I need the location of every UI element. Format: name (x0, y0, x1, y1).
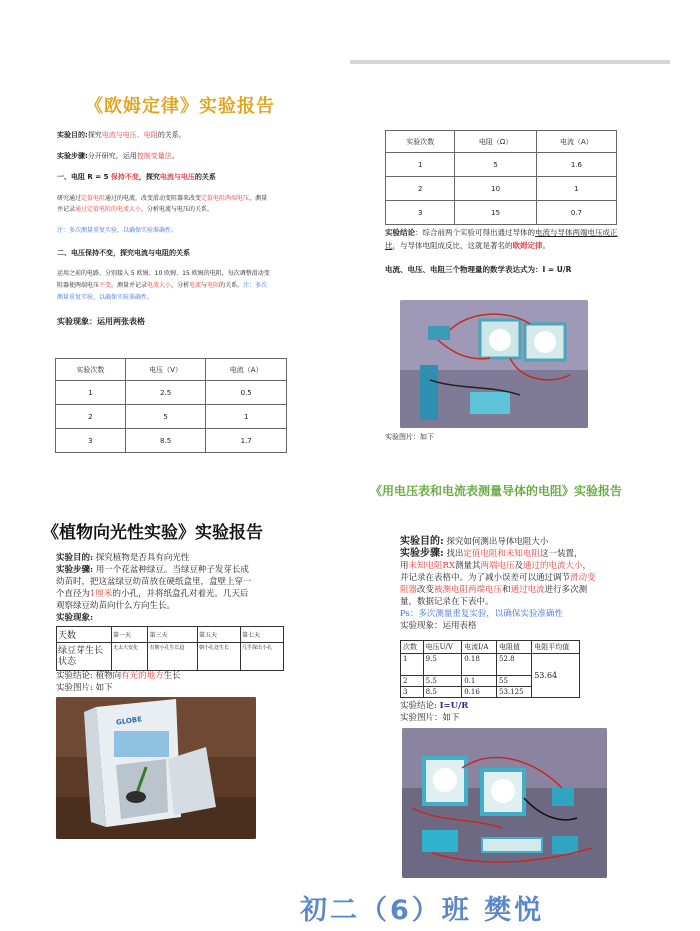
table-header: 电流（A） (536, 131, 616, 153)
table-header: 实验次数 (56, 359, 126, 381)
ohm-report-title: 《欧姆定律》实验报告 (85, 96, 275, 117)
table-row: 3 15 0.7 (386, 201, 617, 225)
plant-experiment-photo (56, 697, 256, 839)
ohm-table-resistance-current (385, 130, 617, 225)
box-print-text: GLOBE (115, 715, 143, 727)
table-header: 电阻值 (497, 641, 532, 654)
table-row: 2 10 1 (386, 177, 617, 201)
ohm-experiment-photo (400, 300, 588, 428)
student-signature: 初二（6）班 樊悦 (300, 895, 545, 926)
ohm-conclusion: 实验结论：综合前两个实验可得出通过导体的电流与导体两端电压成正比，与导体电阻成反比，这就是著名的欧姆定律。 (385, 228, 618, 250)
table-row: 3 8.5 0.16 53.125 (401, 687, 580, 698)
plant-report-body: 实验目的: 探究植物是否具有向光性 实验步骤: 用一个花盆种绿豆。当绿豆种子发芽长成 幼苗时，把这盆绿豆幼苗放在硬纸盒里，盒壁上穿一 个直径为1厘米的小孔，并将纸盒孔对着光。几天后 观察绿豆幼苗向什么方向生长。 实验现象: (56, 553, 252, 623)
resistance-report-body: 实验目的: 探究如何测出导体电阻大小 实验步骤: 找出定值电阻和未知电阻这一装置， 用未知电阻RX测量其两端电压及通过的电流大小， 并记录在表格中。为了减小误差可以通过调节滑动变 阻器改变被测电阻两端电压和通过电流进行多次测 量，数据记录在下表中。 Ps：多次测量重复实验，以确保实验准确性 实验现象：运用表格 (400, 536, 596, 631)
resistance-experiment-photo (402, 728, 607, 878)
table-header: 电流（A） (206, 359, 287, 381)
resistance-table (400, 640, 580, 698)
resistance-report-title: 《用电压表和电流表测量导体的电阻》实验报告 (370, 484, 623, 498)
table-row: 绿豆芽生长状态 无太大变化 有朝小孔生长趋 朝小孔处生长 几乎探出小孔 (57, 643, 284, 671)
table-header: 实验次数 (386, 131, 455, 153)
table-row: 2 5.5 0.1 55 (401, 676, 580, 687)
resistance-conclusion: 实验结论: I=U/R 实验图片：如下 (400, 701, 469, 723)
ohm-report-body: 实验目的:探究电流与电压、电阻的关系。 实验步骤:分开研究，运用控制变量法。 一、电阻 R = 5 保持不变，探究电流与电压的关系 研究通过定值电阻通过的电流，改变滑动变阻器来改变定值电阻两端电压，测量 并记录通过定值电阻的电流大小，分析电流与电压的关系。 注：多次测量重复实验，以确保实验准确性。 二、电压保持不变，探究电流与电阻的关系 运用之前的电路，分别接入 5 欧姆、10 欧姆、15 欧姆的电阻，每次调整滑动变 阻器使两端电压不变。测量并记录电流大小，分析电流与电阻的关系。注：多次 测量重复实验，以确保实验准确性。 实验现象：运用两张表格 (57, 131, 270, 326)
plant-growth-table (56, 626, 284, 671)
table-row: 1 2.5 0.5 (56, 381, 287, 405)
table-header: 次数 (401, 641, 424, 654)
table-header: 电压（V） (125, 359, 206, 381)
table-header: 电阻（Ω） (455, 131, 536, 153)
table-header: 电阻平均值 (532, 641, 580, 654)
ohm-photo-label: 实验图片：如下 (385, 433, 434, 441)
table-header: 电压U/V (423, 641, 462, 654)
ohm-table-voltage-current (55, 358, 287, 453)
top-divider (350, 60, 670, 64)
table-row: 3 8.5 1.7 (56, 429, 287, 453)
table-row: 1 9.5 0.18 52.8 53.64 (401, 654, 580, 676)
table-row: 2 5 1 (56, 405, 287, 429)
table-row: 1 5 1.6 (386, 153, 617, 177)
average-value: 53.64 (532, 654, 580, 698)
ohm-formula: 电流、电压、电阻三个物理量的数学表达式为：I = U/R (385, 265, 572, 274)
plant-report-title: 《植物向光性实验》实验报告 (42, 523, 263, 543)
plant-conclusion: 实验结论: 植物向有光的地方生长 实验图片: 如下 (56, 671, 181, 693)
table-row: 天数 第一天 第三天 第五天 第七天 (57, 627, 284, 643)
table-header: 电流I/A (462, 641, 497, 654)
